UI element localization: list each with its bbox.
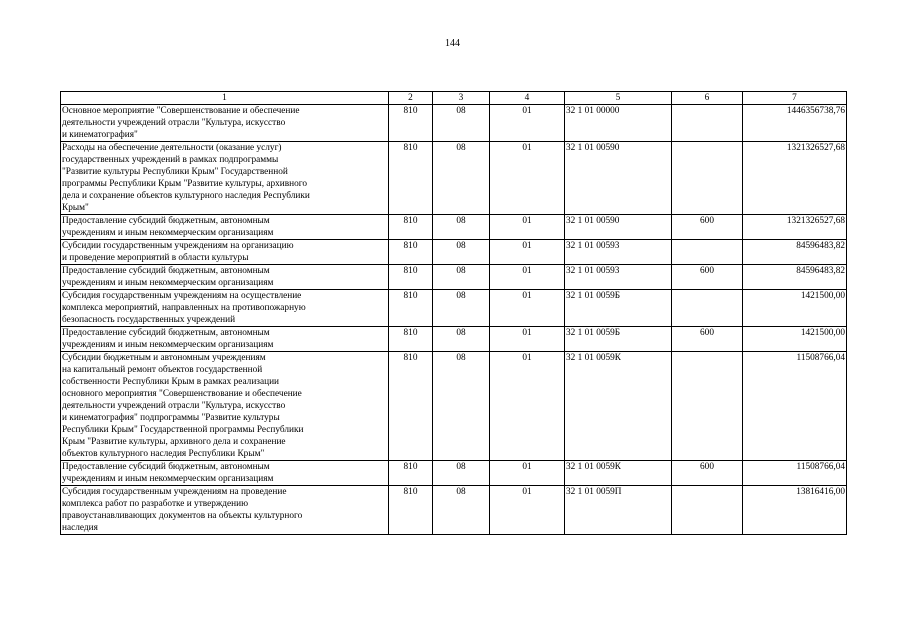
header-col-2: 2: [389, 92, 433, 105]
amount-cell: 1321326527,68: [743, 142, 847, 215]
description-line: наследия: [62, 523, 98, 533]
amount-cell: 1446356738,76: [743, 105, 847, 142]
description-line: программы Республики Крым "Развитие культуры, архивного: [62, 179, 308, 189]
target-article-cell: 32 1 01 00593: [565, 265, 672, 290]
description-cell: [61, 352, 389, 461]
subsection-cell: 01: [490, 327, 565, 352]
amount-cell: 11508766,04: [743, 461, 847, 486]
description-line: Крым": [62, 203, 89, 213]
description-line: и проведение мероприятий в области культуры: [62, 253, 249, 263]
subsection-cell: 01: [490, 142, 565, 215]
header-col-3: 3: [433, 92, 490, 105]
subsection-cell: 01: [490, 352, 565, 461]
target-article-cell: 32 1 01 00593: [565, 240, 672, 265]
table-row: [61, 142, 847, 215]
section-cell: 08: [433, 486, 490, 535]
header-col-4: 4: [490, 92, 565, 105]
section-cell: 08: [433, 461, 490, 486]
table-header: [61, 92, 847, 105]
target-article-cell: 32 1 01 00590: [565, 142, 672, 215]
description-line: и кинематография" подпрограммы "Развитие культуры: [62, 413, 280, 423]
description-line: Предоставление субсидий бюджетным, автономным: [62, 216, 270, 226]
description-cell: [61, 290, 389, 327]
amount-cell: 1421500,00: [743, 327, 847, 352]
grbs-cell: 810: [389, 105, 433, 142]
description-cell: [61, 327, 389, 352]
budget-table: [60, 91, 847, 535]
section-cell: 08: [433, 265, 490, 290]
subsection-cell: 01: [490, 215, 565, 240]
header-col-6: 6: [672, 92, 743, 105]
header-col-5: 5: [565, 92, 672, 105]
description-line: на капитальный ремонт объектов государственной: [62, 365, 263, 375]
subsection-cell: 01: [490, 105, 565, 142]
target-article-cell: 32 1 01 0059К: [565, 461, 672, 486]
expense-type-cell: [672, 486, 743, 535]
description-line: "Развитие культуры Республики Крым" Государственной: [62, 167, 288, 177]
section-cell: 08: [433, 327, 490, 352]
grbs-cell: 810: [389, 327, 433, 352]
table-row: [61, 265, 847, 290]
grbs-cell: 810: [389, 265, 433, 290]
amount-cell: 1321326527,68: [743, 215, 847, 240]
target-article-cell: 32 1 01 0059Б: [565, 290, 672, 327]
section-cell: 08: [433, 290, 490, 327]
description-line: Предоставление субсидий бюджетным, автономным: [62, 462, 270, 472]
section-cell: 08: [433, 352, 490, 461]
grbs-cell: 810: [389, 352, 433, 461]
grbs-cell: 810: [389, 142, 433, 215]
grbs-cell: 810: [389, 240, 433, 265]
page-number: 144: [445, 38, 460, 49]
amount-cell: 11508766,04: [743, 352, 847, 461]
table-row: [61, 240, 847, 265]
description-line: объектов культурного наследия Республики Крым": [62, 449, 265, 459]
description-line: Основное мероприятие "Совершенствование и обеспечение: [62, 106, 300, 116]
target-article-cell: 32 1 01 0059Б: [565, 327, 672, 352]
expense-type-cell: [672, 142, 743, 215]
target-article-cell: 32 1 01 0059К: [565, 352, 672, 461]
description-line: собственности Республики Крым в рамках реализации: [62, 377, 280, 387]
description-line: комплекса мероприятий, направленных на противопожарную: [62, 303, 306, 313]
table-row: [61, 352, 847, 461]
description-cell: [61, 240, 389, 265]
description-cell: [61, 486, 389, 535]
description-line: учреждениям и иным некоммерческим организациям: [62, 228, 274, 238]
section-cell: 08: [433, 240, 490, 265]
description-line: Предоставление субсидий бюджетным, автономным: [62, 328, 270, 338]
expense-type-cell: [672, 290, 743, 327]
subsection-cell: 01: [490, 265, 565, 290]
amount-cell: 13816416,00: [743, 486, 847, 535]
description-line: учреждениям и иным некоммерческим организациям: [62, 474, 274, 484]
expense-type-cell: [672, 105, 743, 142]
subsection-cell: 01: [490, 461, 565, 486]
target-article-cell: 32 1 01 00000: [565, 105, 672, 142]
table-row: [61, 290, 847, 327]
amount-cell: 84596483,82: [743, 265, 847, 290]
description-line: Субсидии государственным учреждениям на организацию: [62, 241, 294, 251]
table-row: [61, 215, 847, 240]
description-line: учреждениям и иным некоммерческим организациям: [62, 340, 274, 350]
amount-cell: 1421500,00: [743, 290, 847, 327]
description-cell: [61, 215, 389, 240]
subsection-cell: 01: [490, 240, 565, 265]
section-cell: 08: [433, 105, 490, 142]
table-row: [61, 486, 847, 535]
description-line: Субсидия государственным учреждениям на осуществление: [62, 291, 302, 301]
grbs-cell: 810: [389, 215, 433, 240]
description-line: деятельности учреждений отрасли "Культура, искусство: [62, 401, 286, 411]
description-line: комплекса работ по разработке и утверждению: [62, 499, 249, 509]
target-article-cell: 32 1 01 00590: [565, 215, 672, 240]
description-line: правоустанавливающих документов на объекты культурного: [62, 511, 303, 521]
description-line: Расходы на обеспечение деятельности (оказание услуг): [62, 143, 282, 153]
table-row: [61, 327, 847, 352]
amount-cell: 84596483,82: [743, 240, 847, 265]
description-line: государственных учреждений в рамках подпрограммы: [62, 155, 279, 165]
grbs-cell: 810: [389, 290, 433, 327]
header-col-1: 1: [61, 92, 389, 105]
grbs-cell: 810: [389, 486, 433, 535]
table-row: [61, 105, 847, 142]
section-cell: 08: [433, 142, 490, 215]
grbs-cell: 810: [389, 461, 433, 486]
table-body: [61, 105, 847, 535]
description-cell: [61, 105, 389, 142]
description-line: безопасность государственных учреждений: [62, 315, 236, 325]
expense-type-cell: 600: [672, 265, 743, 290]
expense-type-cell: 600: [672, 461, 743, 486]
subsection-cell: 01: [490, 290, 565, 327]
description-line: Крым "Развитие культуры, архивного дела и сохранение: [62, 437, 286, 447]
table-row: [61, 461, 847, 486]
expense-type-cell: 600: [672, 327, 743, 352]
description-line: Предоставление субсидий бюджетным, автономным: [62, 266, 270, 276]
description-line: Субсидия государственным учреждениям на проведение: [62, 487, 287, 497]
description-line: основного мероприятия "Совершенствование и обеспечение: [62, 389, 302, 399]
description-cell: [61, 461, 389, 486]
subsection-cell: 01: [490, 486, 565, 535]
description-line: и кинематография": [62, 130, 138, 140]
description-cell: [61, 265, 389, 290]
target-article-cell: 32 1 01 0059П: [565, 486, 672, 535]
description-line: Субсидии бюджетным и автономным учреждениям: [62, 353, 266, 363]
section-cell: 08: [433, 215, 490, 240]
expense-type-cell: [672, 240, 743, 265]
description-line: деятельности учреждений отрасли "Культура, искусство: [62, 118, 286, 128]
description-line: Республики Крым" Государственной программы Республики: [62, 425, 304, 435]
expense-type-cell: [672, 352, 743, 461]
header-row: [61, 92, 847, 105]
expense-type-cell: 600: [672, 215, 743, 240]
description-line: учреждениям и иным некоммерческим организациям: [62, 278, 274, 288]
header-col-7: 7: [743, 92, 847, 105]
description-cell: [61, 142, 389, 215]
description-line: дела и сохранение объектов культурного наследия Республики: [62, 191, 310, 201]
